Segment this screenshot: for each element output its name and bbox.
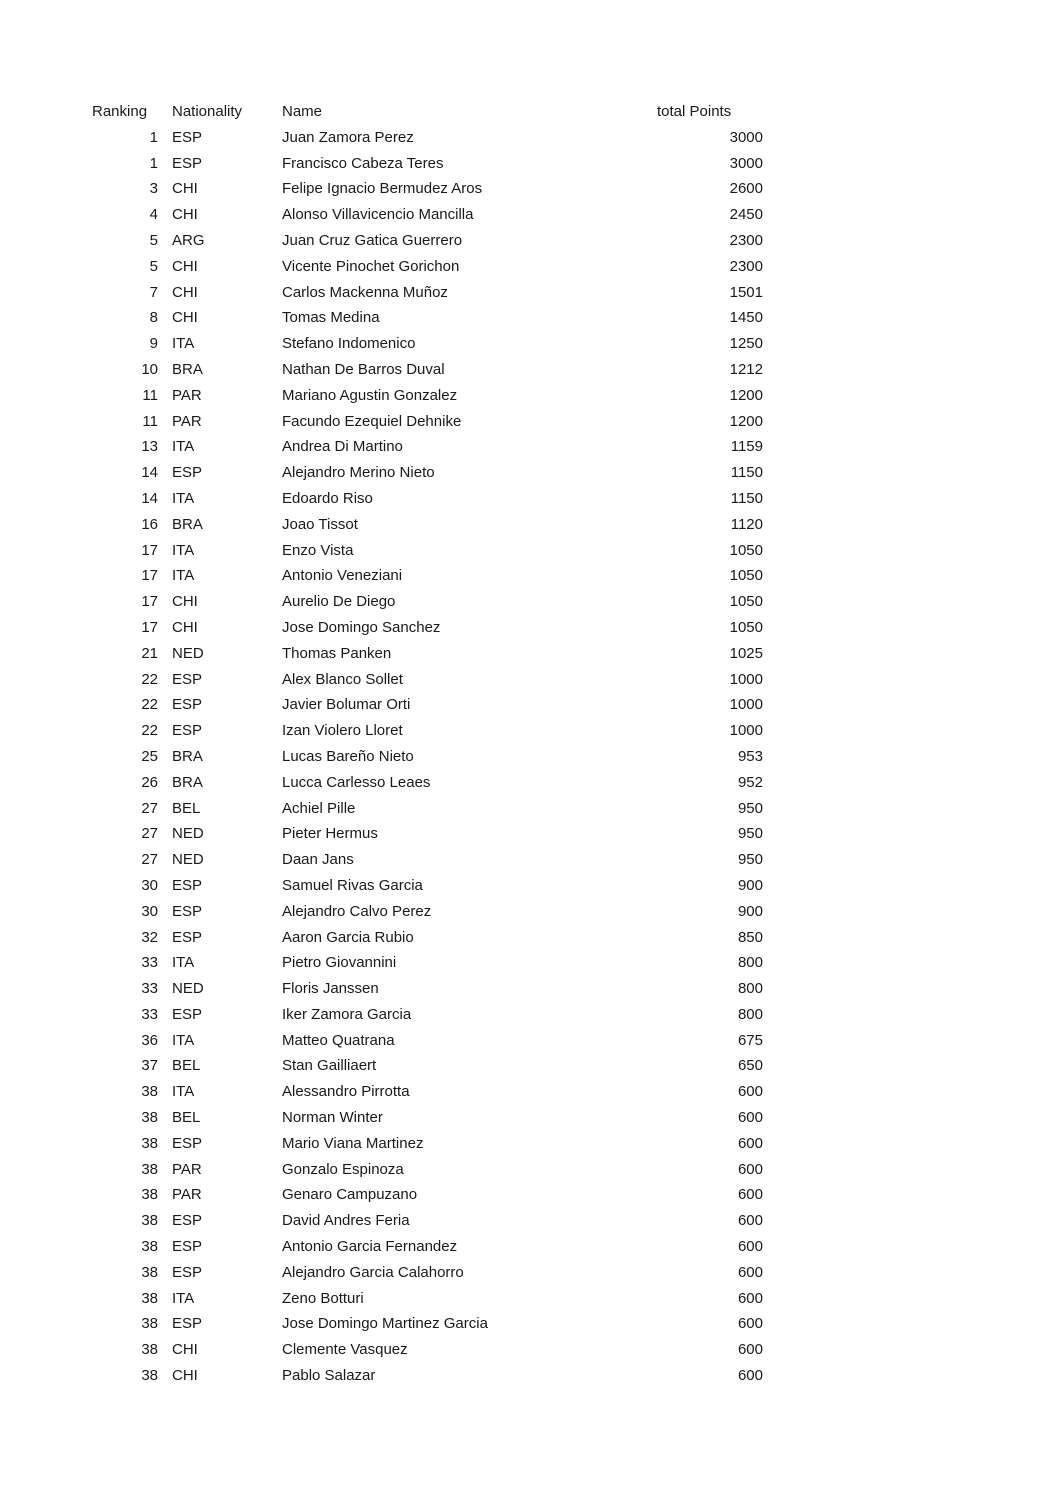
nationality-cell: NED <box>172 980 204 998</box>
table-row <box>92 280 763 306</box>
name-cell: David Andres Feria <box>282 1212 410 1230</box>
table-row <box>92 1105 763 1131</box>
points-cell: 1250 <box>729 335 763 353</box>
name-cell: Enzo Vista <box>282 541 354 559</box>
nationality-cell: ESP <box>172 1263 203 1281</box>
table-row <box>92 796 763 822</box>
rank-cell: 22 <box>141 696 158 714</box>
table-row <box>92 873 763 899</box>
rank-cell: 17 <box>141 541 158 559</box>
points-cell: 650 <box>737 1057 763 1075</box>
name-cell: Felipe Ignacio Bermudez Aros <box>282 180 483 198</box>
table-body <box>92 125 763 1389</box>
rank-cell: 38 <box>141 1186 158 1204</box>
nationality-cell: PAR <box>172 386 202 404</box>
nationality-cell: BEL <box>172 1057 201 1075</box>
nationality-cell: ESP <box>172 1005 203 1023</box>
nationality-cell: CHI <box>172 206 198 224</box>
table-row <box>92 202 763 228</box>
name-cell: Aaron Garcia Rubio <box>282 928 414 946</box>
rank-cell: 38 <box>141 1212 158 1230</box>
nationality-cell: ITA <box>172 489 195 507</box>
rank-cell: 16 <box>141 515 158 533</box>
points-cell: 600 <box>737 1289 763 1307</box>
ranking-table <box>92 99 763 1389</box>
nationality-cell: BEL <box>172 1109 201 1127</box>
points-cell: 800 <box>737 1005 763 1023</box>
table-row <box>92 460 763 486</box>
nationality-cell: ESP <box>172 670 203 688</box>
nationality-cell: ESP <box>172 1134 203 1152</box>
points-cell: 1200 <box>729 412 763 430</box>
name-cell: Izan Violero Lloret <box>282 722 403 740</box>
nationality-cell: ESP <box>172 154 203 172</box>
rank-cell: 5 <box>149 257 158 275</box>
nationality-cell: ITA <box>172 1083 195 1101</box>
points-cell: 600 <box>737 1212 763 1230</box>
points-cell: 900 <box>737 876 763 894</box>
name-cell: Jose Domingo Sanchez <box>282 618 441 636</box>
rank-cell: 38 <box>141 1160 158 1178</box>
points-cell: 600 <box>737 1134 763 1152</box>
column-header-name: Name <box>282 103 323 120</box>
rank-cell: 38 <box>141 1263 158 1281</box>
table-row <box>92 176 763 202</box>
table-row <box>92 1157 763 1183</box>
points-cell: 950 <box>737 851 763 869</box>
name-cell: Daan Jans <box>282 851 354 869</box>
table-row <box>92 409 763 435</box>
rank-cell: 38 <box>141 1083 158 1101</box>
nationality-cell: BRA <box>172 515 203 533</box>
rank-cell: 4 <box>149 206 158 224</box>
points-cell: 1200 <box>729 386 763 404</box>
points-cell: 2450 <box>729 206 763 224</box>
name-cell: Stan Gailliaert <box>282 1057 377 1075</box>
points-cell: 600 <box>737 1263 763 1281</box>
rank-cell: 22 <box>141 722 158 740</box>
rank-cell: 17 <box>141 618 158 636</box>
name-cell: Antonio Veneziani <box>282 567 403 585</box>
rank-cell: 3 <box>149 180 158 198</box>
name-cell: Joao Tissot <box>282 515 358 533</box>
rank-cell: 8 <box>149 309 158 327</box>
table-row <box>92 1053 763 1079</box>
name-cell: Thomas Panken <box>282 644 392 662</box>
nationality-cell: ITA <box>172 567 195 585</box>
nationality-cell: ITA <box>172 1031 195 1049</box>
points-cell: 600 <box>737 1315 763 1333</box>
nationality-cell: CHI <box>172 257 198 275</box>
points-cell: 675 <box>737 1031 763 1049</box>
rank-cell: 1 <box>149 128 158 146</box>
nationality-cell: CHI <box>172 1341 198 1359</box>
table-row <box>92 770 763 796</box>
table-row <box>92 1131 763 1157</box>
rank-cell: 7 <box>149 283 158 301</box>
name-cell: Mario Viana Martinez <box>282 1134 424 1152</box>
name-cell: Facundo Ezequiel Dehnike <box>282 412 462 430</box>
rank-cell: 9 <box>149 335 158 353</box>
rank-cell: 27 <box>141 825 158 843</box>
name-cell: Vicente Pinochet Gorichon <box>282 257 460 275</box>
rank-cell: 38 <box>141 1289 158 1307</box>
rank-cell: 11 <box>142 412 158 430</box>
points-cell: 600 <box>737 1341 763 1359</box>
table-row <box>92 512 763 538</box>
table-row <box>92 589 763 615</box>
name-cell: Alejandro Garcia Calahorro <box>282 1263 464 1281</box>
table-row <box>92 641 763 667</box>
points-cell: 1501 <box>729 283 763 301</box>
points-cell: 1000 <box>729 696 763 714</box>
points-cell: 3000 <box>729 128 763 146</box>
nationality-cell: CHI <box>172 283 198 301</box>
rank-cell: 17 <box>141 593 158 611</box>
points-cell: 1150 <box>730 464 763 482</box>
nationality-cell: CHI <box>172 593 198 611</box>
nationality-cell: ESP <box>172 128 203 146</box>
nationality-cell: NED <box>172 851 204 869</box>
table-row <box>92 1182 763 1208</box>
rank-cell: 38 <box>141 1134 158 1152</box>
points-cell: 600 <box>737 1367 763 1385</box>
table-row <box>92 1234 763 1260</box>
table-row <box>92 847 763 873</box>
table-row <box>92 1260 763 1286</box>
nationality-cell: ARG <box>172 231 205 249</box>
points-cell: 1050 <box>729 618 763 636</box>
nationality-cell: PAR <box>172 412 202 430</box>
table-row <box>92 254 763 280</box>
table-row <box>92 925 763 951</box>
name-cell: Lucas Bareño Nieto <box>282 747 414 765</box>
table-row <box>92 718 763 744</box>
name-cell: Jose Domingo Martinez Garcia <box>282 1315 488 1333</box>
nationality-cell: CHI <box>172 309 198 327</box>
name-cell: Stefano Indomenico <box>282 335 416 353</box>
points-cell: 3000 <box>729 154 763 172</box>
points-cell: 952 <box>737 773 763 791</box>
table-row <box>92 1363 763 1389</box>
points-cell: 600 <box>737 1109 763 1127</box>
nationality-cell: NED <box>172 644 204 662</box>
rank-cell: 22 <box>141 670 158 688</box>
rank-cell: 5 <box>149 231 158 249</box>
table-row <box>92 821 763 847</box>
rank-cell: 38 <box>141 1315 158 1333</box>
name-cell: Samuel Rivas Garcia <box>282 876 423 894</box>
rank-cell: 38 <box>141 1367 158 1385</box>
rank-cell: 1 <box>149 154 158 172</box>
table-row <box>92 1028 763 1054</box>
name-cell: Alejandro Merino Nieto <box>282 464 435 482</box>
table-row <box>92 950 763 976</box>
table-row <box>92 563 763 589</box>
points-cell: 953 <box>737 747 763 765</box>
rank-cell: 38 <box>141 1238 158 1256</box>
name-cell: Nathan De Barros Duval <box>282 360 445 378</box>
name-cell: Gonzalo Espinoza <box>282 1160 404 1178</box>
column-header-ranking: Ranking <box>92 103 148 120</box>
name-cell: Alejandro Calvo Perez <box>282 902 432 920</box>
rank-cell: 36 <box>141 1031 158 1049</box>
points-cell: 1025 <box>729 644 763 662</box>
rank-cell: 17 <box>141 567 158 585</box>
points-cell: 600 <box>737 1186 763 1204</box>
table-row <box>92 1337 763 1363</box>
rank-cell: 11 <box>142 386 158 404</box>
table-row <box>92 899 763 925</box>
nationality-cell: ITA <box>172 954 195 972</box>
table-row <box>92 976 763 1002</box>
nationality-cell: ESP <box>172 928 203 946</box>
nationality-cell: ITA <box>172 541 195 559</box>
table-row <box>92 538 763 564</box>
name-cell: Carlos Mackenna Muñoz <box>282 283 448 301</box>
table-row <box>92 667 763 693</box>
nationality-cell: NED <box>172 825 204 843</box>
nationality-cell: BRA <box>172 747 203 765</box>
nationality-cell: ESP <box>172 1315 203 1333</box>
rank-cell: 27 <box>141 851 158 869</box>
table-row <box>92 151 763 177</box>
points-cell: 800 <box>737 980 763 998</box>
name-cell: Matteo Quatrana <box>282 1031 395 1049</box>
points-cell: 950 <box>737 825 763 843</box>
table-row <box>92 383 763 409</box>
rank-cell: 25 <box>141 747 158 765</box>
name-cell: Pablo Salazar <box>282 1367 376 1385</box>
rank-cell: 30 <box>141 902 158 920</box>
nationality-cell: PAR <box>172 1186 202 1204</box>
nationality-cell: ESP <box>172 902 203 920</box>
points-cell: 800 <box>737 954 763 972</box>
column-header-nationality: Nationality <box>172 103 243 120</box>
points-cell: 600 <box>737 1160 763 1178</box>
nationality-cell: ESP <box>172 696 203 714</box>
name-cell: Antonio Garcia Fernandez <box>282 1238 458 1256</box>
name-cell: Tomas Medina <box>282 309 380 327</box>
rank-cell: 38 <box>141 1109 158 1127</box>
nationality-cell: ITA <box>172 438 195 456</box>
table-row <box>92 1208 763 1234</box>
name-cell: Francisco Cabeza Teres <box>282 154 444 172</box>
name-cell: Alessandro Pirrotta <box>282 1083 410 1101</box>
rank-cell: 26 <box>141 773 158 791</box>
table-row <box>92 615 763 641</box>
name-cell: Mariano Agustin Gonzalez <box>282 386 458 404</box>
table-header-row <box>92 99 763 125</box>
rank-cell: 32 <box>141 928 158 946</box>
table-row <box>92 1311 763 1337</box>
nationality-cell: ESP <box>172 1238 203 1256</box>
name-cell: Javier Bolumar Orti <box>282 696 411 714</box>
rank-cell: 33 <box>141 1005 158 1023</box>
rank-cell: 27 <box>141 799 158 817</box>
points-cell: 950 <box>737 799 763 817</box>
name-cell: Andrea Di Martino <box>282 438 403 456</box>
table-row <box>92 125 763 151</box>
nationality-cell: CHI <box>172 618 198 636</box>
nationality-cell: CHI <box>172 1367 198 1385</box>
name-cell: Pieter Hermus <box>282 825 378 843</box>
nationality-cell: ESP <box>172 722 203 740</box>
points-cell: 600 <box>737 1238 763 1256</box>
points-cell: 1159 <box>730 438 763 456</box>
table-row <box>92 744 763 770</box>
nationality-cell: PAR <box>172 1160 202 1178</box>
nationality-cell: BRA <box>172 360 203 378</box>
table-row <box>92 228 763 254</box>
points-cell: 900 <box>737 902 763 920</box>
points-cell: 2300 <box>729 231 763 249</box>
points-cell: 1212 <box>729 360 763 378</box>
nationality-cell: ESP <box>172 876 203 894</box>
name-cell: Floris Janssen <box>282 980 379 998</box>
points-cell: 850 <box>737 928 763 946</box>
table-row <box>92 305 763 331</box>
nationality-cell: CHI <box>172 180 198 198</box>
nationality-cell: ITA <box>172 1289 195 1307</box>
name-cell: Pietro Giovannini <box>282 954 397 972</box>
points-cell: 2600 <box>729 180 763 198</box>
table-row <box>92 1002 763 1028</box>
table-row <box>92 1079 763 1105</box>
points-cell: 1050 <box>729 541 763 559</box>
points-cell: 1000 <box>729 722 763 740</box>
table-row <box>92 486 763 512</box>
points-cell: 600 <box>737 1083 763 1101</box>
rank-cell: 21 <box>141 644 158 662</box>
rank-cell: 14 <box>141 489 158 507</box>
name-cell: Edoardo Riso <box>282 489 373 507</box>
nationality-cell: BEL <box>172 799 201 817</box>
name-cell: Aurelio De Diego <box>282 593 396 611</box>
name-cell: Lucca Carlesso Leaes <box>282 773 431 791</box>
nationality-cell: ESP <box>172 1212 203 1230</box>
name-cell: Alonso Villavicencio Mancilla <box>282 206 474 224</box>
name-cell: Juan Zamora Perez <box>282 128 414 146</box>
points-cell: 1050 <box>729 593 763 611</box>
nationality-cell: ESP <box>172 464 203 482</box>
rank-cell: 30 <box>141 876 158 894</box>
points-cell: 1150 <box>730 489 763 507</box>
name-cell: Iker Zamora Garcia <box>282 1005 412 1023</box>
points-cell: 1120 <box>730 515 763 533</box>
points-cell: 1450 <box>729 309 763 327</box>
rank-cell: 33 <box>141 980 158 998</box>
nationality-cell: ITA <box>172 335 195 353</box>
name-cell: Clemente Vasquez <box>282 1341 408 1359</box>
name-cell: Genaro Campuzano <box>282 1186 418 1204</box>
rank-cell: 10 <box>141 360 158 378</box>
table-row <box>92 357 763 383</box>
points-cell: 1000 <box>729 670 763 688</box>
points-cell: 1050 <box>729 567 763 585</box>
table-row <box>92 692 763 718</box>
table-row <box>92 1286 763 1312</box>
column-header-total-points: total Points <box>657 103 732 120</box>
nationality-cell: BRA <box>172 773 203 791</box>
rank-cell: 37 <box>141 1057 158 1075</box>
name-cell: Norman Winter <box>282 1109 383 1127</box>
rank-cell: 13 <box>141 438 158 456</box>
name-cell: Zeno Botturi <box>282 1289 364 1307</box>
table-row <box>92 331 763 357</box>
name-cell: Alex Blanco Sollet <box>282 670 403 688</box>
points-cell: 2300 <box>729 257 763 275</box>
rank-cell: 38 <box>141 1341 158 1359</box>
name-cell: Juan Cruz Gatica Guerrero <box>282 231 463 249</box>
name-cell: Achiel Pille <box>282 799 356 817</box>
rank-cell: 33 <box>141 954 158 972</box>
table-row <box>92 434 763 460</box>
rank-cell: 14 <box>141 464 158 482</box>
